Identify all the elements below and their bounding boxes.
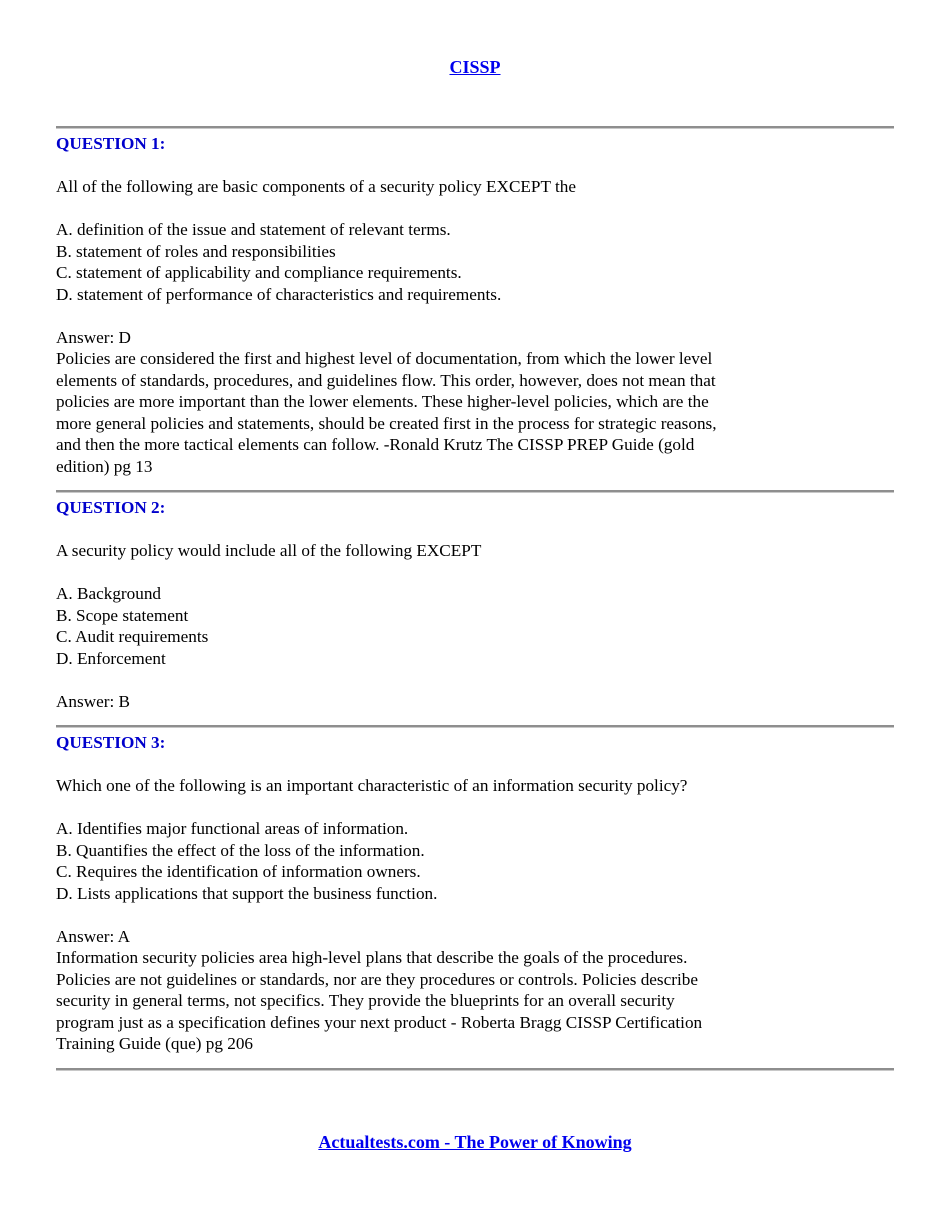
answer: Answer: B	[56, 691, 130, 711]
answer: Answer: D	[56, 327, 131, 347]
question-prompt: All of the following are basic components of a security policy EXCEPT the	[56, 177, 576, 196]
explanation	[56, 947, 796, 1055]
option-d: D. Enforcement	[56, 648, 166, 668]
explanation-line: Training Guide (que) pg 206	[56, 1034, 254, 1053]
header-title-link[interactable]: CISSP	[449, 57, 501, 77]
question-prompt: A security policy would include all of the following EXCEPT	[56, 541, 482, 560]
question-prompt: Which one of the following is an important characteristic of an information security policy?	[56, 776, 688, 795]
explanation-line: Policies are considered the first and highest level of documentation, from which the lower level	[56, 349, 713, 368]
option-b: B. Scope statement	[56, 605, 189, 625]
explanation-line: security in general terms, not specifics. They provide the blueprints for an overall security	[56, 991, 675, 1010]
explanation	[56, 348, 796, 477]
explanation-line: policies are more important than the lower elements. These higher-level policies, which are the	[56, 392, 709, 411]
explanation-line: Information security policies area high-level plans that describe the goals of the procedures.	[56, 948, 688, 967]
explanation-line: elements of standards, procedures, and guidelines flow. This order, however, does not mean that	[56, 370, 716, 390]
answer: Answer: A	[56, 926, 130, 946]
divider	[56, 725, 894, 728]
divider	[56, 490, 894, 493]
option-c: C. statement of applicability and compliance requirements.	[56, 263, 462, 282]
option-c: C. Audit requirements	[56, 627, 209, 646]
divider	[56, 1068, 894, 1071]
option-a: A. Identifies major functional areas of information.	[56, 819, 409, 838]
explanation-line: Policies are not guidelines or standards, nor are they procedures or controls. Policies describe	[56, 969, 698, 989]
option-d: D. Lists applications that support the business function.	[56, 883, 438, 903]
divider	[56, 126, 894, 129]
question-3	[56, 732, 894, 1055]
question-2	[56, 497, 894, 712]
footer-link[interactable]: Actualtests.com - The Power of Knowing	[318, 1132, 632, 1152]
option-d: D. statement of performance of characteristics and requirements.	[56, 284, 502, 304]
option-c: C. Requires the identification of information owners.	[56, 862, 421, 881]
explanation-line: and then the more tactical elements can follow. -Ronald Krutz The CISSP PREP Guide (gold	[56, 435, 695, 454]
explanation-line: edition) pg 13	[56, 456, 153, 476]
option-b: B. statement of roles and responsibilities	[56, 241, 336, 261]
explanation-line: more general policies and statements, should be created first in the process for strategic reasons,	[56, 413, 717, 433]
question-title: QUESTION 2:	[56, 498, 166, 517]
question-title: QUESTION 1:	[56, 134, 166, 153]
option-a: A. definition of the issue and statement of relevant terms.	[56, 220, 451, 239]
question-title: QUESTION 3:	[56, 733, 166, 752]
option-b: B. Quantifies the effect of the loss of the information.	[56, 840, 425, 860]
question-1	[56, 133, 894, 477]
explanation-line: program just as a specification defines your next product - Roberta Bragg CISSP Certification	[56, 1012, 703, 1032]
option-a: A. Background	[56, 584, 162, 603]
